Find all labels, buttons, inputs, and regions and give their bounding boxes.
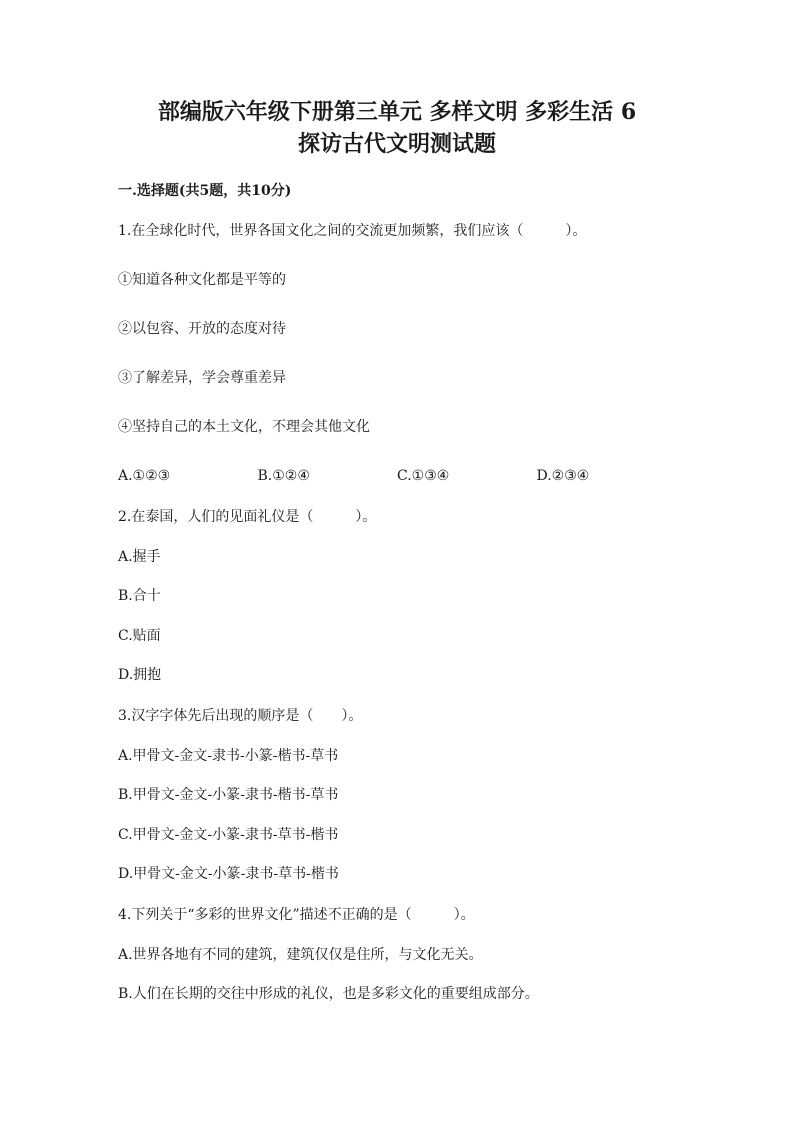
option-b[interactable]: B.甲骨文-金文-小篆-隶书-楷书-草书 <box>118 787 339 803</box>
question-2 <box>118 507 676 685</box>
question-stem: 2.在泰国，人们的见面礼仪是（ ）。 <box>118 509 377 525</box>
option-a[interactable]: A.握手 <box>118 548 161 565</box>
option-c[interactable]: C.贴面 <box>118 627 161 644</box>
option-d[interactable]: D.甲骨文-金文-小篆-隶书-草书-楷书 <box>118 866 339 882</box>
option-c[interactable]: C.①③④ <box>397 468 450 484</box>
statement-1: ①知道各种文化都是平等的 <box>118 272 286 288</box>
option-c[interactable]: C.甲骨文-金文-小篆-隶书-草书-楷书 <box>118 826 339 843</box>
option-a[interactable]: A.①②③ <box>118 468 171 484</box>
statement-4: ④坚持自己的本土文化，不理会其他文化 <box>118 419 370 435</box>
question-stem: 3.汉字字体先后出现的顺序是（ ）。 <box>118 708 363 724</box>
statement-2: ②以包容、开放的态度对待 <box>118 321 286 337</box>
option-b[interactable]: B.人们在长期的交往中形成的礼仪，也是多彩文化的重要组成部分。 <box>118 986 539 1002</box>
statement-3: ③了解差异，学会尊重差异 <box>118 370 286 386</box>
option-d[interactable]: D.②③④ <box>536 468 590 484</box>
question-stem: 1.在全球化时代，世界各国文化之间的交流更加频繁，我们应该（ ）。 <box>118 223 587 239</box>
title-line-1: 部编版六年级下册第三单元 多样文明 多彩生活 6 <box>157 99 637 125</box>
options-row <box>118 466 676 486</box>
question-stem: 4.下列关于“多彩的世界文化”描述不正确的是（ ）。 <box>118 907 475 923</box>
option-a[interactable]: A.世界各地有不同的建筑，建筑仅仅是住所，与文化无关。 <box>118 946 483 963</box>
option-a[interactable]: A.甲骨文-金文-隶书-小篆-楷书-草书 <box>118 747 339 764</box>
option-b[interactable]: B.合十 <box>118 588 161 604</box>
document-title <box>118 0 676 160</box>
option-b[interactable]: B.①②④ <box>257 468 310 484</box>
question-4 <box>118 905 676 1004</box>
question-3 <box>118 706 676 884</box>
title-line-2: 探访古代文明测试题 <box>297 131 496 157</box>
option-d[interactable]: D.拥抱 <box>118 667 162 683</box>
question-1 <box>118 221 676 486</box>
section-heading: 一.选择题(共5题，共10分) <box>118 183 292 199</box>
